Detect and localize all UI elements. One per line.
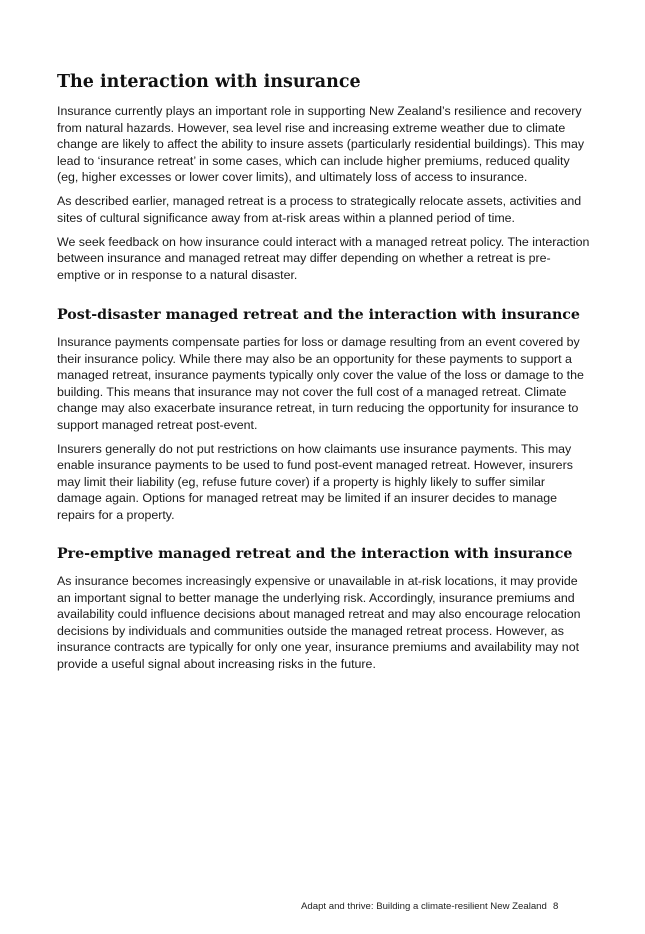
section-heading: The interaction with insurance xyxy=(57,72,361,92)
footer-document-title: Adapt and thrive: Building a climate-resilient New Zealand xyxy=(301,901,547,912)
paragraph: As insurance becomes increasingly expensive or unavailable in at-risk locations, it may provide an important signal to better manage the underlying risk. Accordingly, insurance premiums and availability could influence decisions about managed retreat and may also encourage relocation decisions by individuals and communities outside the managed retreat process. However, as insurance contracts are typically for only one year, insurance premiums and availability may not provide a useful signal about increasing risks in the future. xyxy=(57,574,581,671)
paragraph: Insurance payments compensate parties for loss or damage resulting from an event covered by their insurance policy. While there may also be an opportunity for these payments to support a managed retreat, insurance payments typically only cover the value of the loss or damage to the building. This means that insurance may not cover the full cost of a managed retreat. Climate change may also exacerbate insurance retreat, in turn reducing the opportunity for insurance to support managed retreat post-event. xyxy=(57,335,584,432)
paragraph: As described earlier, managed retreat is a process to strategically relocate assets, activities and sites of cultural significance away from at-risk areas within a planned period of time. xyxy=(57,194,582,225)
paragraph: We seek feedback on how insurance could interact with a managed retreat policy. The interaction between insurance and managed retreat may differ depending on whether a retreat is pre-emptive or in response to a natural disaster. xyxy=(57,234,590,282)
section-pre-emptive-retreat xyxy=(57,544,591,672)
section-interaction-with-insurance xyxy=(57,70,591,283)
paragraph: Insurers generally do not put restrictions on how claimants use insurance payments. This may enable insurance payments to be used to fund post-event managed retreat. However, insurers may limit their liability (eg, refuse future cover) if a property is highly likely to suffer similar damage again. Options for managed retreat may be limited if an insurer decides to manage repairs for a property. xyxy=(57,441,573,522)
document-body xyxy=(57,70,591,680)
section-post-disaster-retreat xyxy=(57,305,591,523)
page-number: 8 xyxy=(553,901,559,912)
page-footer xyxy=(301,901,591,912)
paragraph: Insurance currently plays an important role in supporting New Zealand’s resilience and recovery from natural hazards. However, sea level rise and increasing extreme weather due to climate change are likely to affect the ability to insure assets (particularly residential buildings). This may lead to ‘insurance retreat’ in some cases, which can include higher premiums, reduced quality (eg, higher excesses or lower cover limits), and ultimately loss of access to insurance. xyxy=(57,104,585,184)
section-heading: Post-disaster managed retreat and the interaction with insurance xyxy=(57,307,580,323)
section-heading: Pre-emptive managed retreat and the interaction with insurance xyxy=(57,546,573,562)
